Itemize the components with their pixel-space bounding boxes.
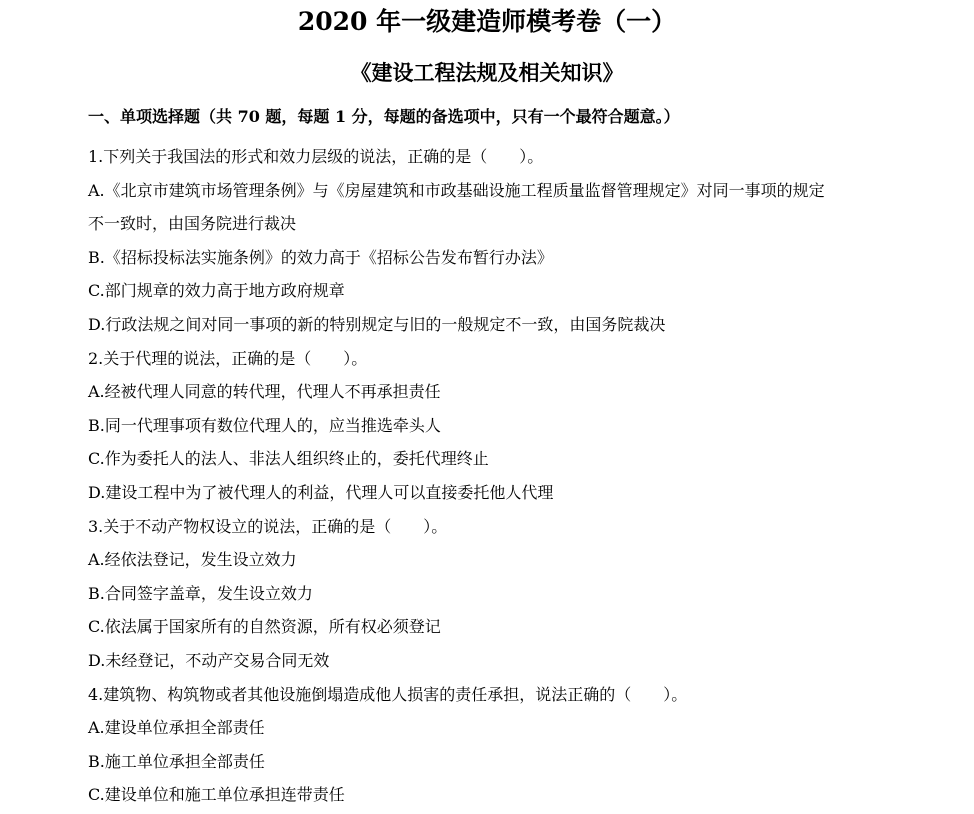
page-title: 2020 年一级建造师模考卷（一）: [297, 7, 677, 36]
question-line: B.施工单位承担全部责任: [88, 751, 265, 771]
question-line: 3.关于不动产物权设立的说法，正确的是（ ）。: [88, 516, 448, 536]
question-line: C.依法属于国家所有的自然资源，所有权必须登记: [88, 617, 441, 637]
question-line: C.作为委托人的法人、非法人组织终止的，委托代理终止: [88, 449, 489, 469]
question-line: A.建设单位承担全部责任: [88, 718, 265, 738]
question-line: C.部门规章的效力高于地方政府规章: [88, 281, 345, 301]
page-subtitle: 《建设工程法规及相关知识》: [350, 60, 624, 85]
question-line: A.经依法登记，发生设立效力: [88, 550, 297, 570]
question-list: [88, 140, 948, 812]
question-line: 4.建筑物、构筑物或者其他设施倒塌造成他人损害的责任承担，说法正确的（ ）。: [88, 684, 688, 704]
question-line: B.同一代理事项有数位代理人的，应当推选牵头人: [88, 415, 441, 435]
question-line: 不一致时，由国务院进行裁决: [88, 214, 297, 234]
question-line: C.建设单位和施工单位承担连带责任: [88, 785, 345, 805]
question-line: D.建设工程中为了被代理人的利益，代理人可以直接委托他人代理: [88, 482, 554, 502]
question-line: 1.下列关于我国法的形式和效力层级的说法，正确的是（ ）。: [88, 147, 544, 166]
question-line: D.行政法规之间对同一事项的新的特别规定与旧的一般规定不一致，由国务院裁决: [88, 314, 666, 334]
question-line: D.未经登记，不动产交易合同无效: [88, 650, 330, 670]
question-line: 2.关于代理的说法，正确的是（ ）。: [88, 348, 368, 368]
question-line: B.《招标投标法实施条例》的效力高于《招标公告发布暂行办法》: [88, 247, 553, 267]
question-line: A.经被代理人同意的转代理，代理人不再承担责任: [88, 382, 441, 402]
question-line: B.合同签字盖章，发生设立效力: [88, 583, 313, 603]
question-line: A.《北京市建筑市场管理条例》与《房屋建筑和市政基础设施工程质量监督管理规定》对同一事项的规定: [88, 180, 825, 200]
section-heading: 一、单项选择题（共 70 题，每题 1 分，每题的备选项中，只有一个最符合题意。）: [88, 107, 680, 126]
